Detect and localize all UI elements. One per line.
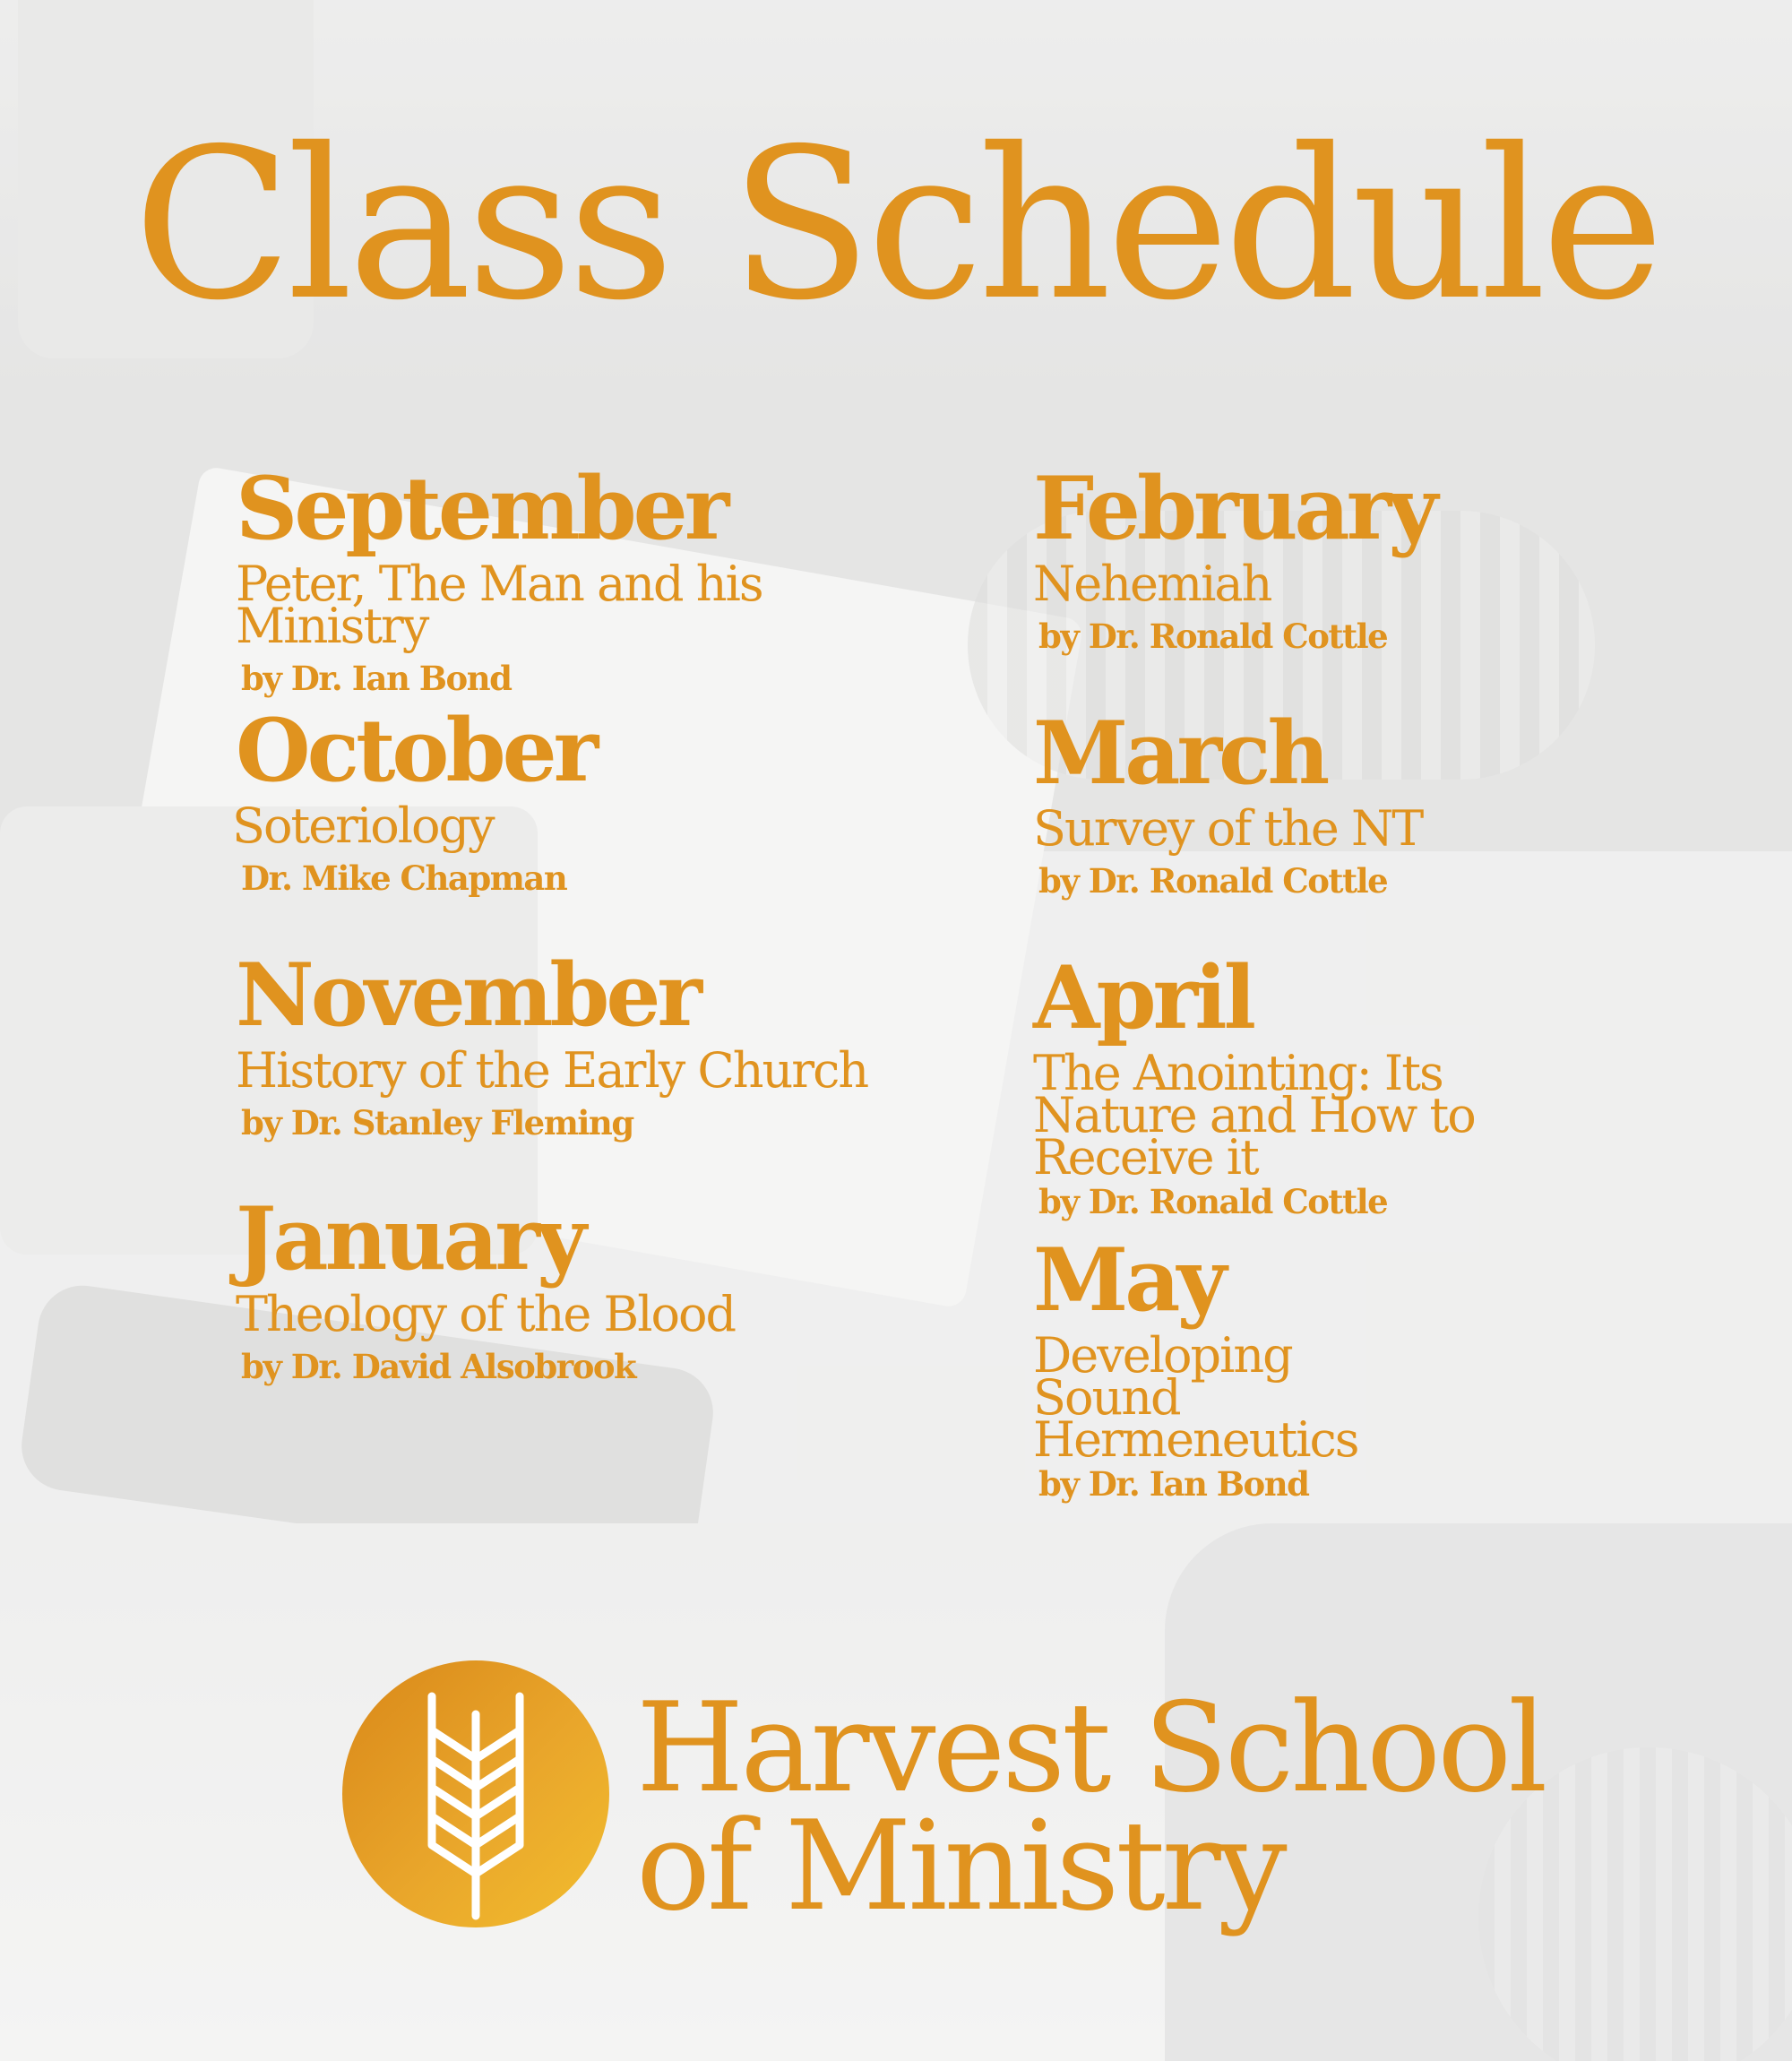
wheat-icon [342,1660,609,1927]
month-label: February [1033,458,1435,559]
schedule-entry-april [1033,947,1732,1237]
course-title: Theology of the Blood [236,1286,736,1342]
instructor-name: by Dr. Ronald Cottle [1038,1182,1388,1221]
course-title: Soteriology [232,798,494,854]
schedule-entry-may [1033,1229,1732,1504]
course-title: The Anointing: Its Nature and How to Receive it [1033,1045,1475,1186]
course-title: History of the Early Church [236,1042,868,1099]
instructor-name: by Dr. Ian Bond [241,659,512,698]
schedule-entry-september [236,458,935,708]
course-title: Peter, The Man and his Ministry [236,556,762,654]
month-label: September [236,458,727,559]
month-label: March [1033,703,1327,804]
logo-badge [342,1660,609,1927]
schedule-entry-october [232,700,935,953]
schedule-entry-february [1033,458,1732,711]
course-title: Nehemiah [1033,556,1271,612]
month-label: January [236,1188,583,1289]
course-title: Developing Sound Hermeneutics [1033,1327,1358,1468]
month-label: October [236,700,596,801]
instructor-name: by Dr. Ian Bond [1038,1464,1309,1504]
instructor-name: Dr. Mike Chapman [241,858,567,898]
schedule-entry-november [236,944,935,1196]
schedule-entry-january [236,1188,935,1386]
month-label: May [1033,1229,1224,1331]
instructor-name: by Dr. David Alsobrook [241,1347,636,1386]
logo-line-1: Harvest School [636,1676,1545,1820]
logo-line-2: of Ministry [636,1794,1284,1938]
schedule-entry-march [1033,703,1732,955]
page-title: Class Schedule [133,104,1659,346]
schedule-left-column [232,458,935,1386]
logo-wordmark [636,1676,1545,1938]
instructor-name: by Dr. Ronald Cottle [1038,861,1388,901]
schedule-right-column [1033,458,1732,1504]
month-label: April [1033,947,1254,1048]
instructor-name: by Dr. Ronald Cottle [1038,617,1388,656]
month-label: November [236,944,699,1046]
course-title: Survey of the NT [1033,800,1423,857]
instructor-name: by Dr. Stanley Fleming [241,1103,633,1143]
